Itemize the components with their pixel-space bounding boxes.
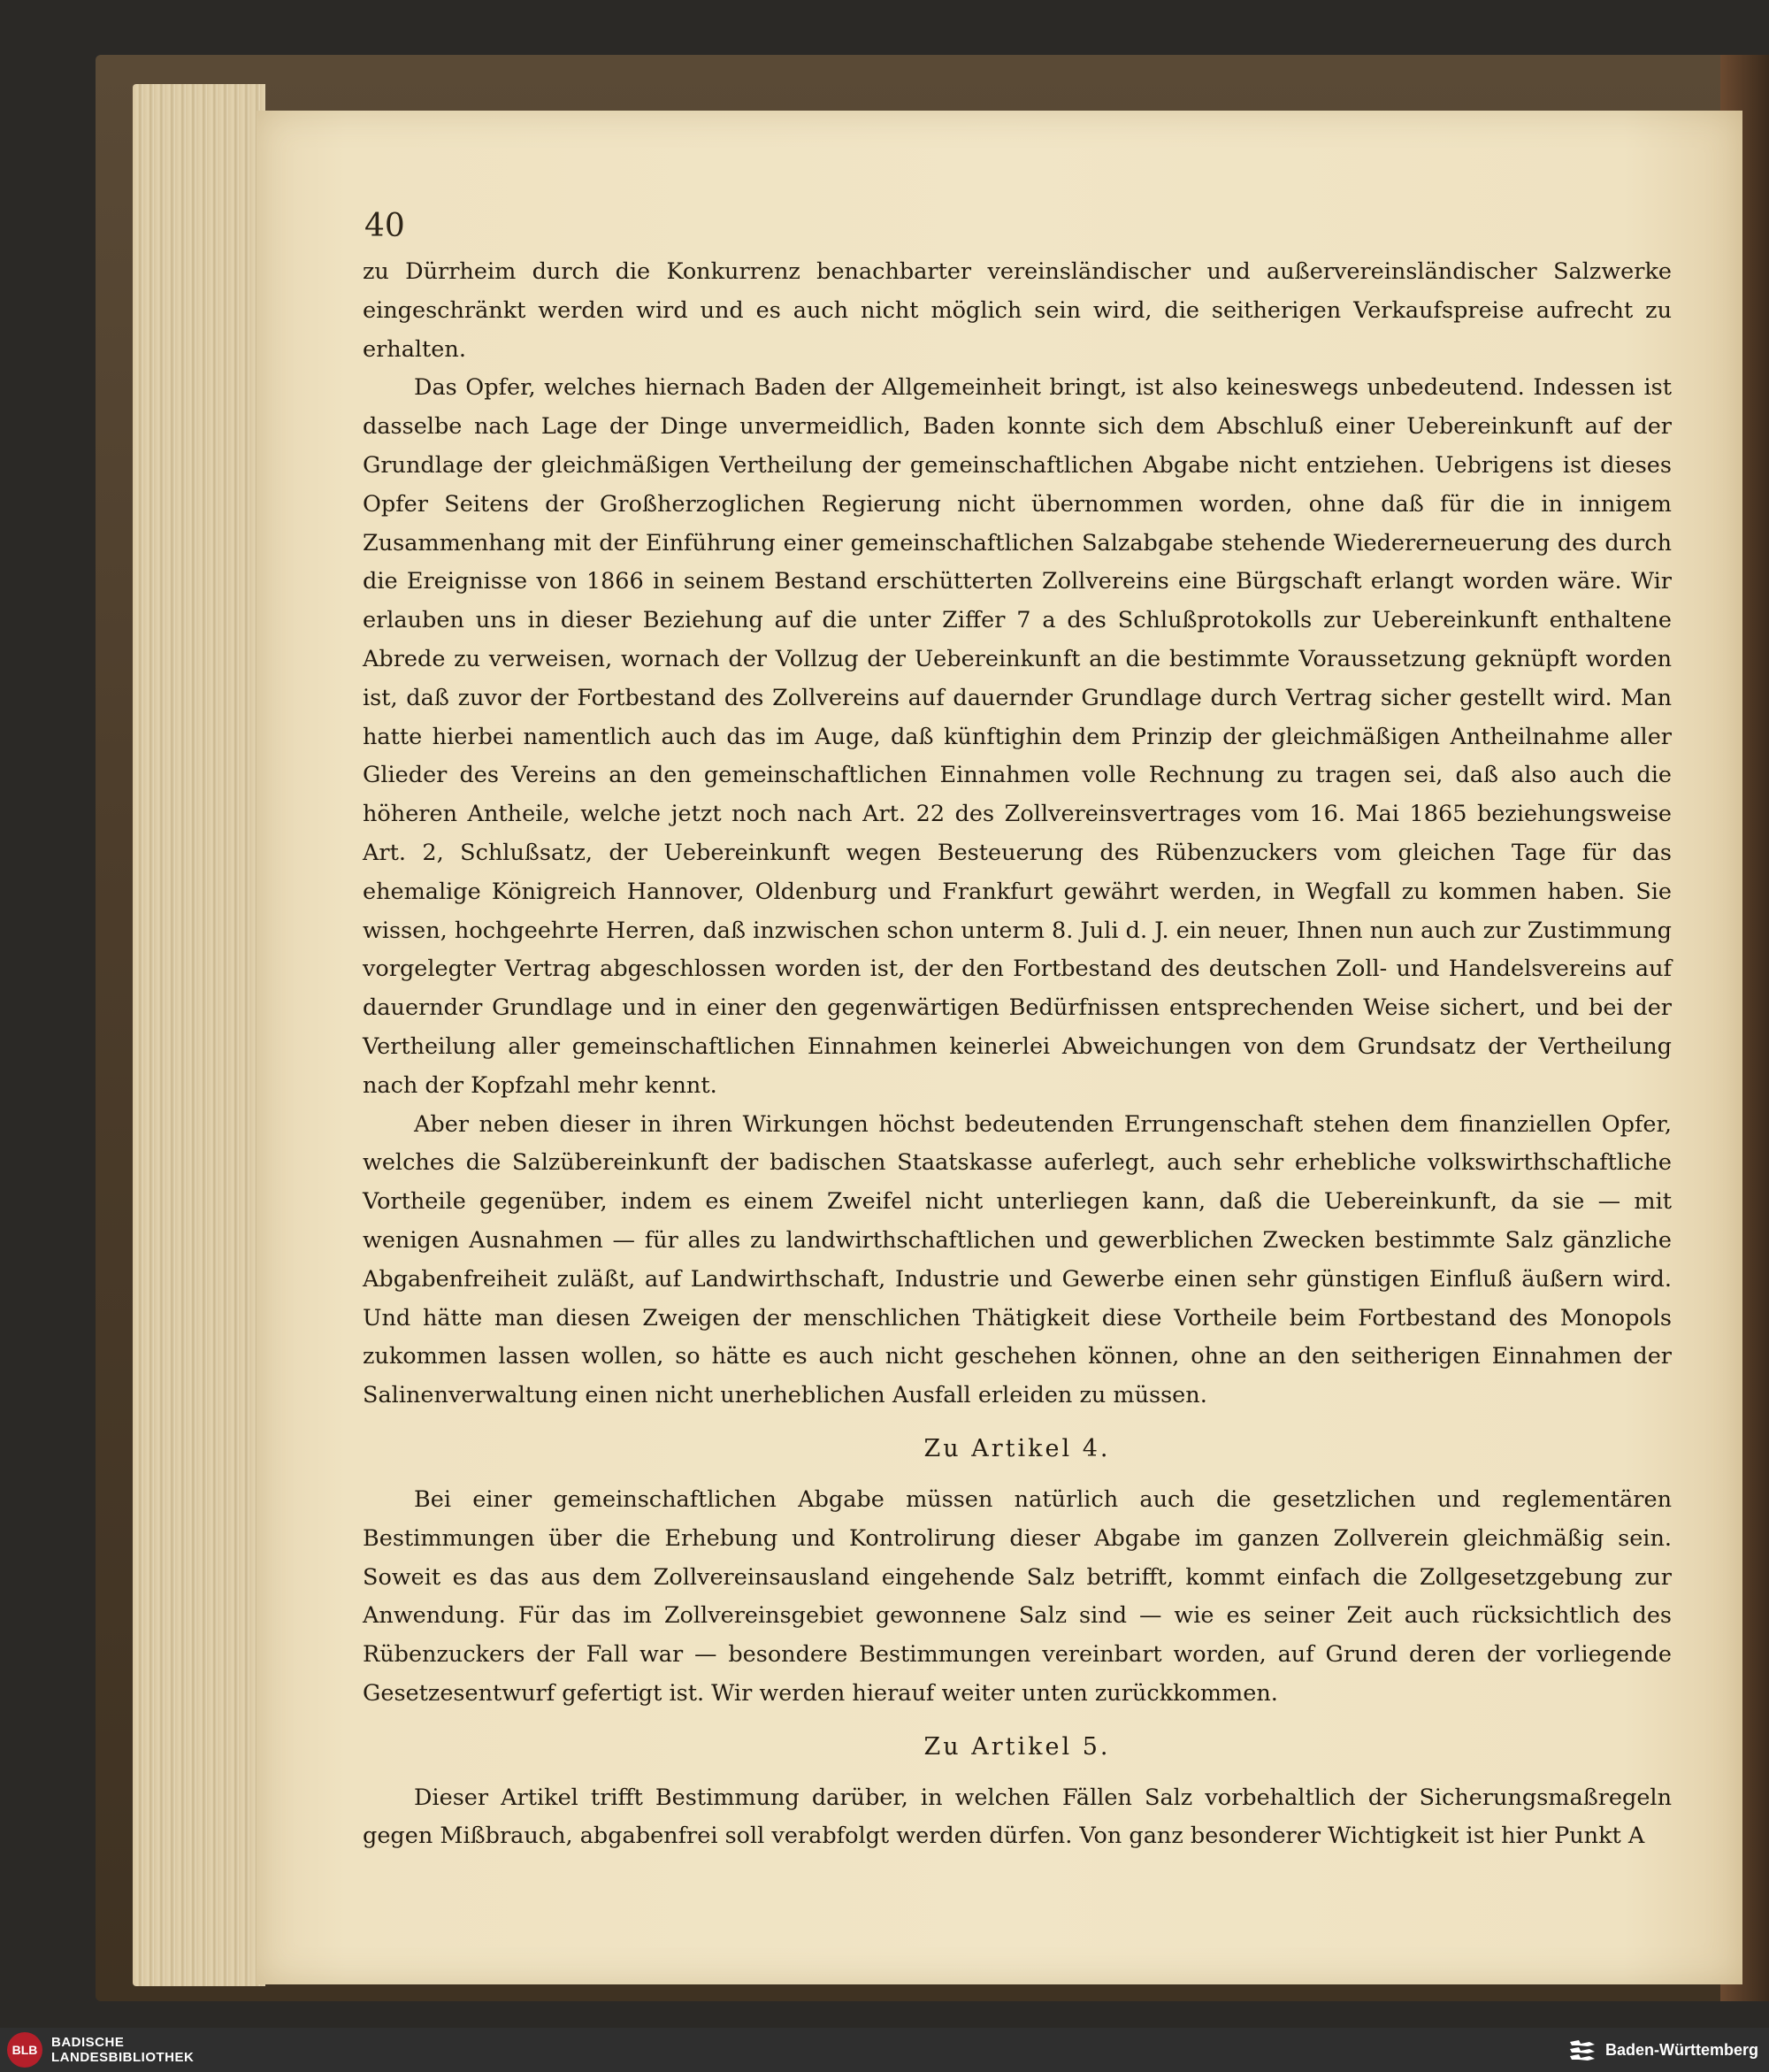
page-number: 40 [364,208,405,244]
library-name-line1: BADISCHE [51,2035,125,2050]
section-heading: Zu Artikel 5. [923,1732,1111,1761]
paragraph: Das Opfer, welches hiernach Baden der Allgemeinheit bringt, ist also keineswegs unbedeutend. Indessen ist dasselbe nach Lage der Dinge unvermeidlich, Baden konnte sich dem Abschluß einer Uebereinkunft auf der Grundlage der gleichmäßigen Vertheilung der gemeinschaftlichen Abgabe nicht entziehen. Uebrigens ist dieses Opfer Seitens der Großherzoglichen Regierung nicht übernommen worden, ohne daß für die in innigem Zusammenhang mit der Einführung einer gemeinschaftlichen Salzabgabe stehende Wiedererneuerung des durch die Ereignisse von 1866 in seinem Bestand erschütterten Zollvereins eine Bürgschaft erlangt worden wäre. Wir erlauben uns in dieser Beziehung auf die unter Ziffer 7 a des Schlußprotokolls zur Uebereinkunft enthaltene Abrede zu verweisen, wornach der Vollzug der Uebereinkunft an die bestimmte Voraussetzung geknüpft worden ist, daß zuvor der Fortbestand des Zollvereins auf dauernder Grundlage durch Vertrag sicher gestellt wird. Man hatte hierbei namentlich auch das im Auge, daß künftighin dem Prinzip der gleichmäßigen Antheilnahme aller Glieder des Vereins an den gemeinschaftlichen Einnahmen volle Rechnung zu tragen sei, daß also auch die höheren Antheile, welche jetzt noch nach Art. 22 des Zollvereinsvertrages vom 16. Mai 1865 beziehungsweise Art. 2, Schlußsatz, der Uebereinkunft wegen Besteuerung des Rübenzuckers vom gleichen Tage für das ehemalige Königreich Hannover, Oldenburg und Frankfurt gewährt werden, in Wegfall zu kommen haben. Sie wissen, hochgeehrte Herren, daß inzwischen schon unterm 8. Juli d. J. ein neuer, Ihnen nun auch zur Zustimmung vorgelegter Vertrag abgeschlossen worden ist, der den Fortbestand des deutschen Zoll- und Handelsvereins auf dauernder Grundlage und in einer den gegenwärtigen Bedürfnissen entsprechenden Weise sichert, und bei der Vertheilung aller gemeinschaftlichen Einnahmen keinerlei Abweichungen von dem Grundsatz der Vertheilung nach der Kopfzahl mehr kennt. [363,374,1672,1099]
paragraph: Dieser Artikel trifft Bestimmung darüber, in welchen Fällen Salz vorbehaltlich der Sicherungsmaßregeln gegen Mißbrauch, abgabenfrei soll verabfolgt werden dürfen. Von ganz besonderer Wichtigkeit ist hier Punkt A [363,1784,1672,1850]
paragraph: zu Dürrheim durch die Konkurrenz benachbarter vereinsländischer und außervereinsländischer Salzwerke eingeschränkt werden wird und es auch nicht möglich sein wird, die seitherigen Verkaufspreise aufrecht zu erhalten. [363,258,1672,363]
paragraph: Aber neben dieser in ihren Wirkungen höchst bedeutenden Errungenschaft stehen dem finanziellen Opfer, welches die Salzübereinkunft der badischen Staatskasse auferlegt, auch sehr erhebliche volkswirthschaftliche Vortheile gegenüber, indem es einem Zweifel nicht unterliegen kann, daß die Uebereinkunft, da sie — mit wenigen Ausnahmen — für alles zu landwirthschaftlichen und gewerblichen Zwecken bestimmte Salz gänzliche Abgabenfreiheit zuläßt, auf Landwirthschaft, Industrie und Gewerbe einen sehr günstigen Einfluß äußern wird. Und hätte man diesen Zweigen der menschlichen Thätigkeit diese Vortheile beim Fortbestand des Monopols zukommen lassen wollen, so hätte es auch nicht geschehen können, ohne an den seitherigen Einnahmen der Salinenverwaltung einen nicht unerheblichen Ausfall erleiden zu müssen. [363,1110,1672,1409]
library-name [51,2035,194,2065]
library-branding[interactable] [7,2032,194,2068]
page-text-block [363,208,1672,1856]
section-heading: Zu Artikel 4. [923,1434,1111,1462]
page-stack-edges [133,84,265,1986]
viewer-footer [0,2028,1769,2072]
blb-logo-icon: BLB [7,2032,42,2068]
library-name-line2: LANDESBIBLIOTHEK [51,2050,195,2065]
baden-wuerttemberg-lions-icon [1568,2035,1598,2065]
paragraph: Bei einer gemeinschaftlichen Abgabe müssen natürlich auch die gesetzlichen und reglementären Bestimmungen über die Erhebung und Kontrolirung dieser Abgabe im ganzen Zollverein gleichmäßig sein. Soweit es das aus dem Zollvereinsausland eingehende Salz betrifft, kommt einfach die Zollgesetzgebung zur Anwendung. Für das im Zollvereinsgebiet gewonnene Salz sind — wie es seiner Zeit auch rücksichtlich des Rübenzuckers der Fall war — besondere Bestimmungen vereinbart worden, auf Grund deren der vorliegende Gesetzesentwurf gefertigt ist. Wir werden hierauf weiter unten zurückkommen. [363,1485,1672,1707]
state-label: Baden-Württemberg [1604,2040,1758,2059]
state-branding[interactable] [1568,2035,1758,2065]
book-page [257,111,1742,1984]
